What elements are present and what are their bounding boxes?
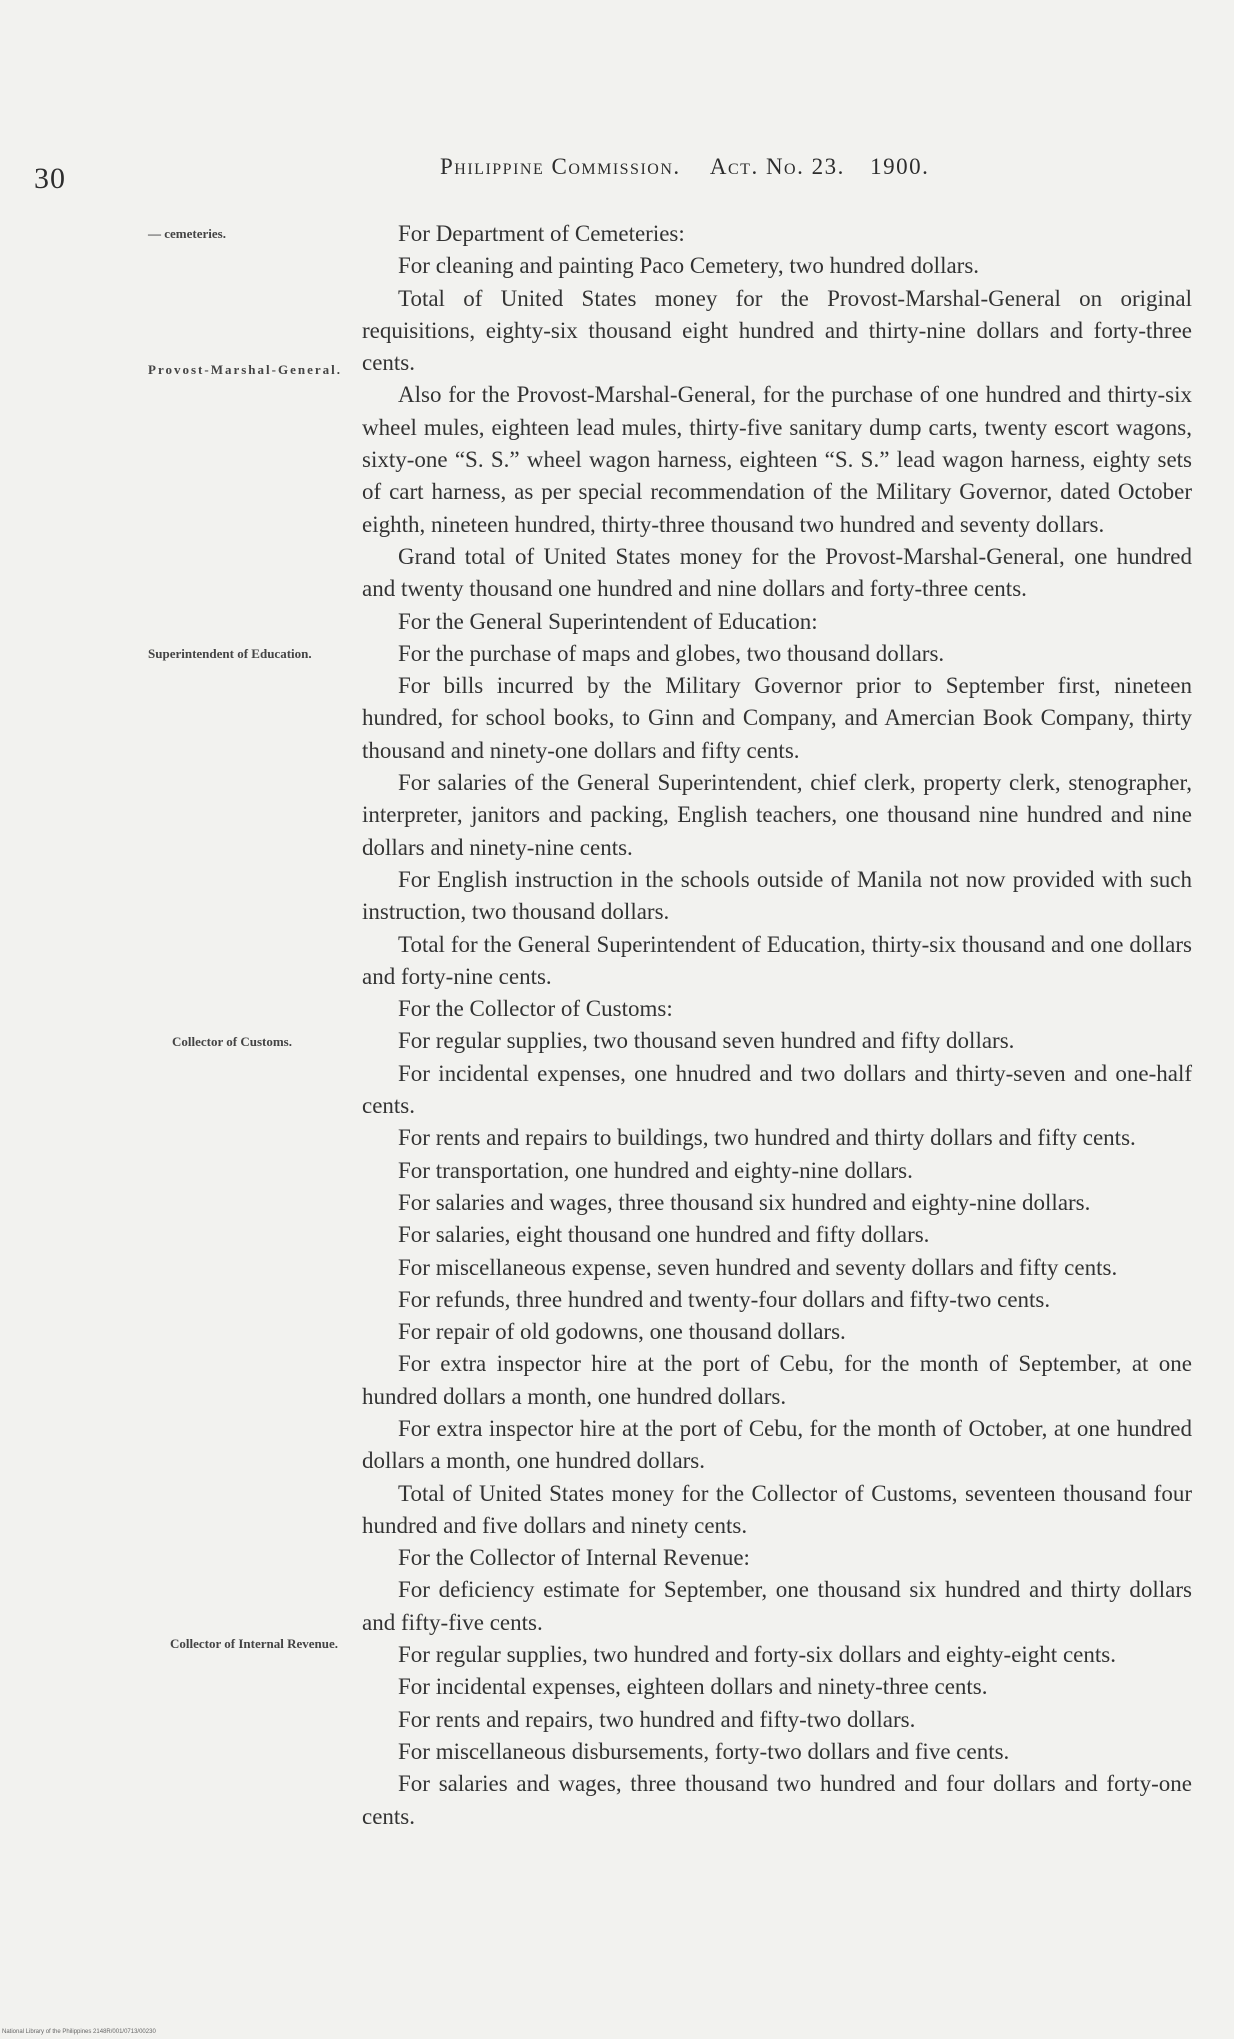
- margin-note-provost-marshal: Provost-Marshal-General.: [148, 362, 342, 377]
- paragraph: For extra inspector hire at the port of Cebu, for the month of September, at one hundred dollars a month, one hundred dollars.: [362, 1351, 1192, 1409]
- paragraph: For the Collector of Internal Revenue:: [398, 1545, 750, 1571]
- paragraph: For repair of old godowns, one thousand dollars.: [398, 1319, 846, 1345]
- paragraph: For English instruction in the schools outside of Manila not now provided with such instruction, two thousand dollars.: [362, 866, 1192, 925]
- paragraph: For transportation, one hundred and eighty-nine dollars.: [398, 1157, 913, 1183]
- paragraph: Total for the General Superintendent of Education, thirty-six thousand and one dollars and forty-nine cents.: [362, 931, 1192, 989]
- paragraph: For rents and repairs, two hundred and fifty-two dollars.: [398, 1706, 916, 1732]
- margin-note-customs: Collector of Customs.: [172, 1034, 292, 1049]
- paragraph: For salaries, eight thousand one hundred and fifty dollars.: [398, 1222, 930, 1248]
- paragraph: For the purchase of maps and globes, two thousand dollars.: [398, 640, 945, 666]
- paragraph: Total of United States money for the Provost-Marshal-General on original requisitions, eighty-six thousand eight hundred and thirty-nine dollars and forty-three cents.: [362, 285, 1192, 376]
- paragraph: For miscellaneous disbursements, forty-two dollars and five cents.: [398, 1738, 1010, 1764]
- margin-note-internal-revenue: Collector of Internal Revenue.: [170, 1636, 339, 1651]
- act-body: [362, 218, 1192, 1833]
- paragraph: For incidental expenses, eighteen dollars and ninety-three cents.: [398, 1674, 988, 1700]
- margin-note-cemeteries: — cemeteries.: [148, 226, 226, 241]
- paragraph: For extra inspector hire at the port of Cebu, for the month of October, at one hundred dollars a month, one hundred dollars.: [362, 1415, 1192, 1474]
- paragraph: For rents and repairs to buildings, two hundred and thirty dollars and fifty cents.: [398, 1125, 1136, 1151]
- page-number: 30: [34, 162, 66, 195]
- paragraph: Also for the Provost-Marshal-General, for the purchase of one hundred and thirty-six wheel mules, eighteen lead mules, thirty-five sanitary dump carts, twenty escort wagons, sixty-one “S. S.” wheel wagon harness, eighteen “S. S.” lead wagon harness, eighty sets of cart harness, as per special recommendation of the Military Governor, dated October eighth, nineteen hundred, thirty-three thousand two hundred and seventy dollars.: [362, 382, 1192, 537]
- paragraph: For regular supplies, two thousand seven hundred and fifty dollars.: [398, 1028, 1015, 1054]
- year: 1900.: [870, 154, 930, 179]
- margin-note-superintendent: Superintendent of Education.: [148, 646, 312, 661]
- paragraph: For the General Superintendent of Education:: [398, 608, 818, 634]
- paragraph: For incidental expenses, one hnudred and two dollars and thirty-seven and one-half cents.: [362, 1060, 1192, 1119]
- paragraph: For the Collector of Customs:: [398, 996, 673, 1022]
- library-credit: National Library of the Philippines 2148R/001/0713/00230: [2, 2029, 156, 2035]
- paragraph: For refunds, three hundred and twenty-four dollars and fifty-two cents.: [398, 1286, 1051, 1312]
- paragraph: For Department of Cemeteries:: [398, 221, 685, 246]
- paragraph: For salaries and wages, three thousand six hundred and eighty-nine dollars.: [398, 1189, 1091, 1215]
- paragraph: For salaries of the General Superintendent, chief clerk, property clerk, stenographer, interpreter, janitors and packing, English teachers, one thousand nine hundred and nine dollars and ninety-nine cents.: [362, 770, 1192, 860]
- paragraph: For regular supplies, two hundred and forty-six dollars and eighty-eight cents.: [398, 1642, 1116, 1668]
- paragraph: For bills incurred by the Military Governor prior to September first, nineteen hundred, for school books, to Ginn and Company, and Amercian Book Company, thirty thousand and ninety-one dollars and fifty cents.: [362, 673, 1192, 763]
- paragraph: For salaries and wages, three thousand two hundred and four dollars and forty-one cents.: [362, 1771, 1192, 1829]
- act-number: Act. No. 23.: [709, 154, 845, 179]
- paragraph: Total of United States money for the Collector of Customs, seventeen thousand four hundred and five dollars and ninety cents.: [362, 1480, 1192, 1538]
- commission-title: Philippine Commission.: [440, 154, 681, 179]
- paragraph: For miscellaneous expense, seven hundred and seventy dollars and fifty cents.: [398, 1254, 1118, 1280]
- paragraph: For cleaning and painting Paco Cemetery, two hundred dollars.: [398, 253, 980, 279]
- running-header: [440, 154, 929, 180]
- paragraph: For deficiency estimate for September, one thousand six hundred and thirty dollars and fifty-five cents.: [362, 1577, 1192, 1635]
- paragraph: Grand total of United States money for the Provost-Marshal-General, one hundred and twenty thousand one hundred and nine dollars and forty-three cents.: [362, 543, 1192, 602]
